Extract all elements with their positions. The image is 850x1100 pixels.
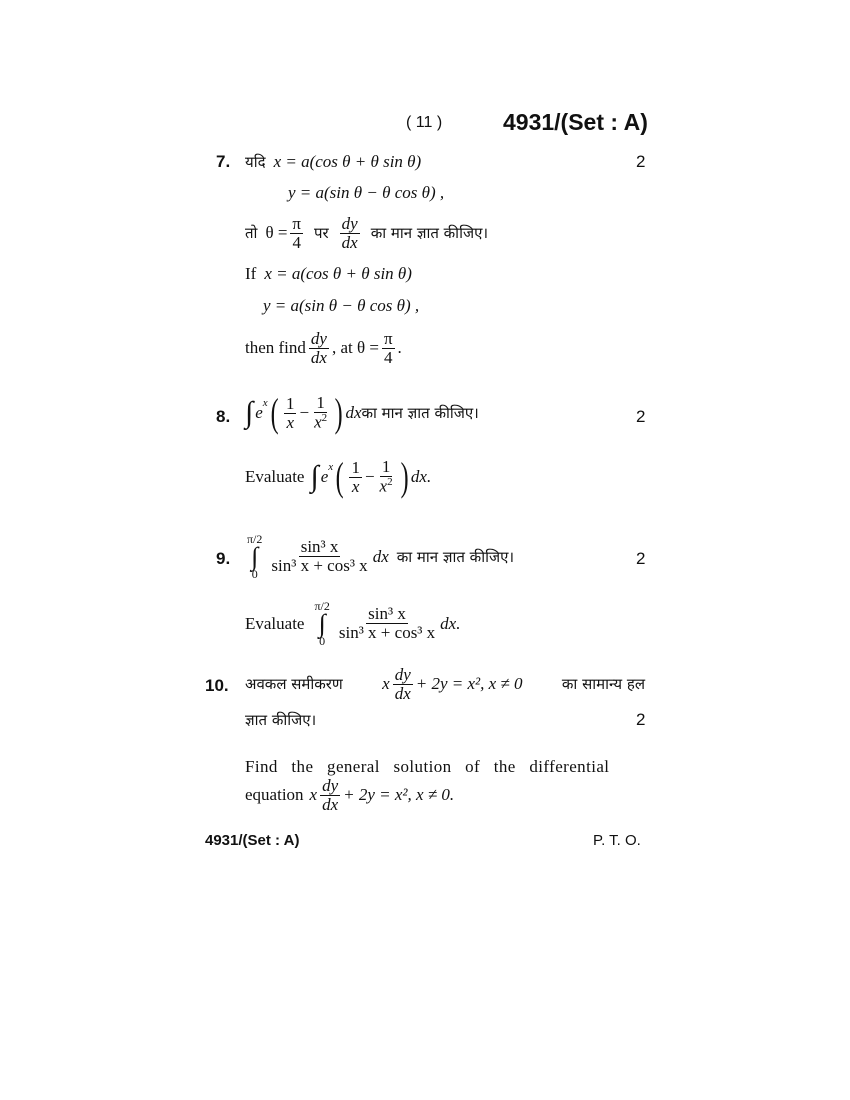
x: x bbox=[379, 476, 388, 496]
denominator bbox=[312, 413, 329, 432]
dx: dx. bbox=[410, 467, 432, 486]
equation-x: x = a(cos θ + θ sin θ) bbox=[264, 264, 412, 283]
denominator: dx bbox=[394, 683, 411, 703]
english-text: Evaluate bbox=[245, 467, 305, 486]
marks: 2 bbox=[636, 407, 646, 426]
upper-limit: π/2 bbox=[247, 532, 263, 546]
please-turn-over: P. T. O. bbox=[593, 832, 641, 849]
e: e bbox=[320, 467, 329, 486]
hindi-text: का मान ज्ञात कीजिए। bbox=[361, 404, 479, 422]
numerator: π bbox=[383, 329, 393, 348]
denominator: x bbox=[286, 412, 294, 432]
marks: 2 bbox=[636, 152, 646, 171]
english-text: If bbox=[245, 264, 257, 283]
e: e bbox=[255, 403, 263, 422]
fraction-1-over-x bbox=[284, 395, 297, 432]
x: x bbox=[309, 785, 318, 805]
question-number: 9. bbox=[216, 549, 231, 568]
denominator: sin³ x + cos³ x bbox=[338, 623, 436, 643]
equation-rest: + 2y = x², x ≠ 0. bbox=[343, 785, 455, 805]
numerator: dy bbox=[341, 214, 358, 233]
hindi-text: का मान ज्ञात कीजिए। bbox=[370, 224, 489, 243]
hindi-text: पर bbox=[314, 224, 329, 243]
dx: dx. bbox=[440, 613, 461, 633]
fraction-1-over-x2 bbox=[378, 458, 395, 495]
dx: dx bbox=[372, 546, 389, 566]
numerator: 1 bbox=[316, 393, 325, 413]
equation-rest: + 2y = x², x ≠ 0 bbox=[415, 674, 523, 694]
paren: ) bbox=[334, 390, 343, 435]
numerator: 1 bbox=[285, 393, 295, 413]
question-number: 8. bbox=[216, 407, 231, 426]
equation-y: y = a(sin θ − θ cos θ) , bbox=[263, 296, 420, 315]
x: x bbox=[382, 674, 390, 694]
hindi-text: तो bbox=[245, 224, 258, 243]
minus: − bbox=[364, 467, 375, 486]
numerator: 1 bbox=[381, 457, 391, 477]
dx: dx bbox=[345, 403, 362, 422]
exponent: 2 bbox=[387, 476, 393, 489]
question-number: 10. bbox=[205, 676, 229, 695]
denominator: x bbox=[351, 476, 360, 496]
equation-y: y = a(sin θ − θ cos θ) , bbox=[288, 183, 445, 202]
fraction bbox=[337, 605, 437, 642]
numerator: sin³ x bbox=[300, 537, 339, 557]
numerator: dy bbox=[322, 776, 339, 795]
exponent: x bbox=[262, 397, 268, 409]
fraction-pi-over-4 bbox=[382, 330, 395, 367]
numerator: dy bbox=[310, 329, 327, 348]
paren: ) bbox=[400, 454, 409, 499]
fraction-dy-dx bbox=[393, 666, 413, 703]
denominator bbox=[378, 477, 395, 496]
denominator: dx bbox=[341, 232, 358, 252]
paper-code: 4931/(Set : A) bbox=[503, 109, 648, 135]
integral-sign: ∫ bbox=[245, 396, 254, 429]
marks: 2 bbox=[636, 549, 646, 568]
definite-integral bbox=[314, 600, 329, 647]
integral-sign: ∫ bbox=[310, 460, 319, 493]
hindi-text: का सामान्य हल bbox=[561, 675, 645, 694]
numerator: 1 bbox=[351, 457, 360, 477]
denominator: 4 bbox=[384, 347, 393, 367]
page-number: ( 11 ) bbox=[406, 114, 443, 131]
paren: ( bbox=[270, 390, 279, 435]
denominator: sin³ x + cos³ x bbox=[271, 556, 368, 576]
fraction-dy-dx bbox=[340, 215, 360, 252]
differential-equation bbox=[382, 666, 522, 703]
hindi-text: ज्ञात कीजिए। bbox=[245, 711, 317, 729]
english-text: , at θ = bbox=[331, 338, 379, 358]
lower-limit: 0 bbox=[319, 634, 326, 649]
numerator: dy bbox=[394, 665, 411, 684]
minus: − bbox=[299, 403, 310, 422]
definite-integral bbox=[247, 533, 262, 580]
x: x bbox=[314, 412, 322, 432]
fraction bbox=[269, 538, 369, 575]
paren: ( bbox=[335, 454, 344, 499]
lower-limit: 0 bbox=[251, 567, 258, 582]
marks: 2 bbox=[636, 710, 646, 729]
fraction-dy-dx bbox=[320, 777, 340, 814]
denominator: dx bbox=[322, 794, 339, 814]
fraction-dy-dx bbox=[309, 330, 329, 367]
fraction-1-over-x2 bbox=[312, 394, 329, 431]
integral-sign: ∫ bbox=[318, 609, 326, 638]
hindi-text: का मान ज्ञात कीजिए। bbox=[396, 547, 515, 566]
english-text: then find bbox=[245, 338, 306, 358]
denominator: dx bbox=[310, 347, 327, 367]
footer-code: 4931/(Set : A) bbox=[205, 832, 300, 849]
exponent: 2 bbox=[321, 412, 328, 425]
upper-limit: π/2 bbox=[314, 599, 330, 613]
hindi-text: यदि bbox=[245, 153, 266, 171]
period: . bbox=[397, 338, 402, 358]
english-text: Find the general solution of the differential bbox=[245, 757, 610, 776]
question-number: 7. bbox=[216, 152, 231, 171]
numerator: sin³ x bbox=[368, 604, 406, 624]
english-text: Evaluate bbox=[245, 613, 305, 633]
numerator: π bbox=[292, 214, 302, 233]
denominator: 4 bbox=[292, 232, 301, 252]
fraction-pi-over-4 bbox=[290, 215, 303, 252]
exponent: x bbox=[328, 461, 334, 473]
hindi-text: अवकल समीकरण bbox=[245, 675, 343, 694]
english-text: equation bbox=[245, 785, 304, 805]
fraction-1-over-x bbox=[349, 459, 362, 496]
equation-x: x = a(cos θ + θ sin θ) bbox=[273, 152, 422, 171]
theta-equals: θ = bbox=[265, 223, 288, 243]
integral-sign: ∫ bbox=[251, 542, 259, 571]
